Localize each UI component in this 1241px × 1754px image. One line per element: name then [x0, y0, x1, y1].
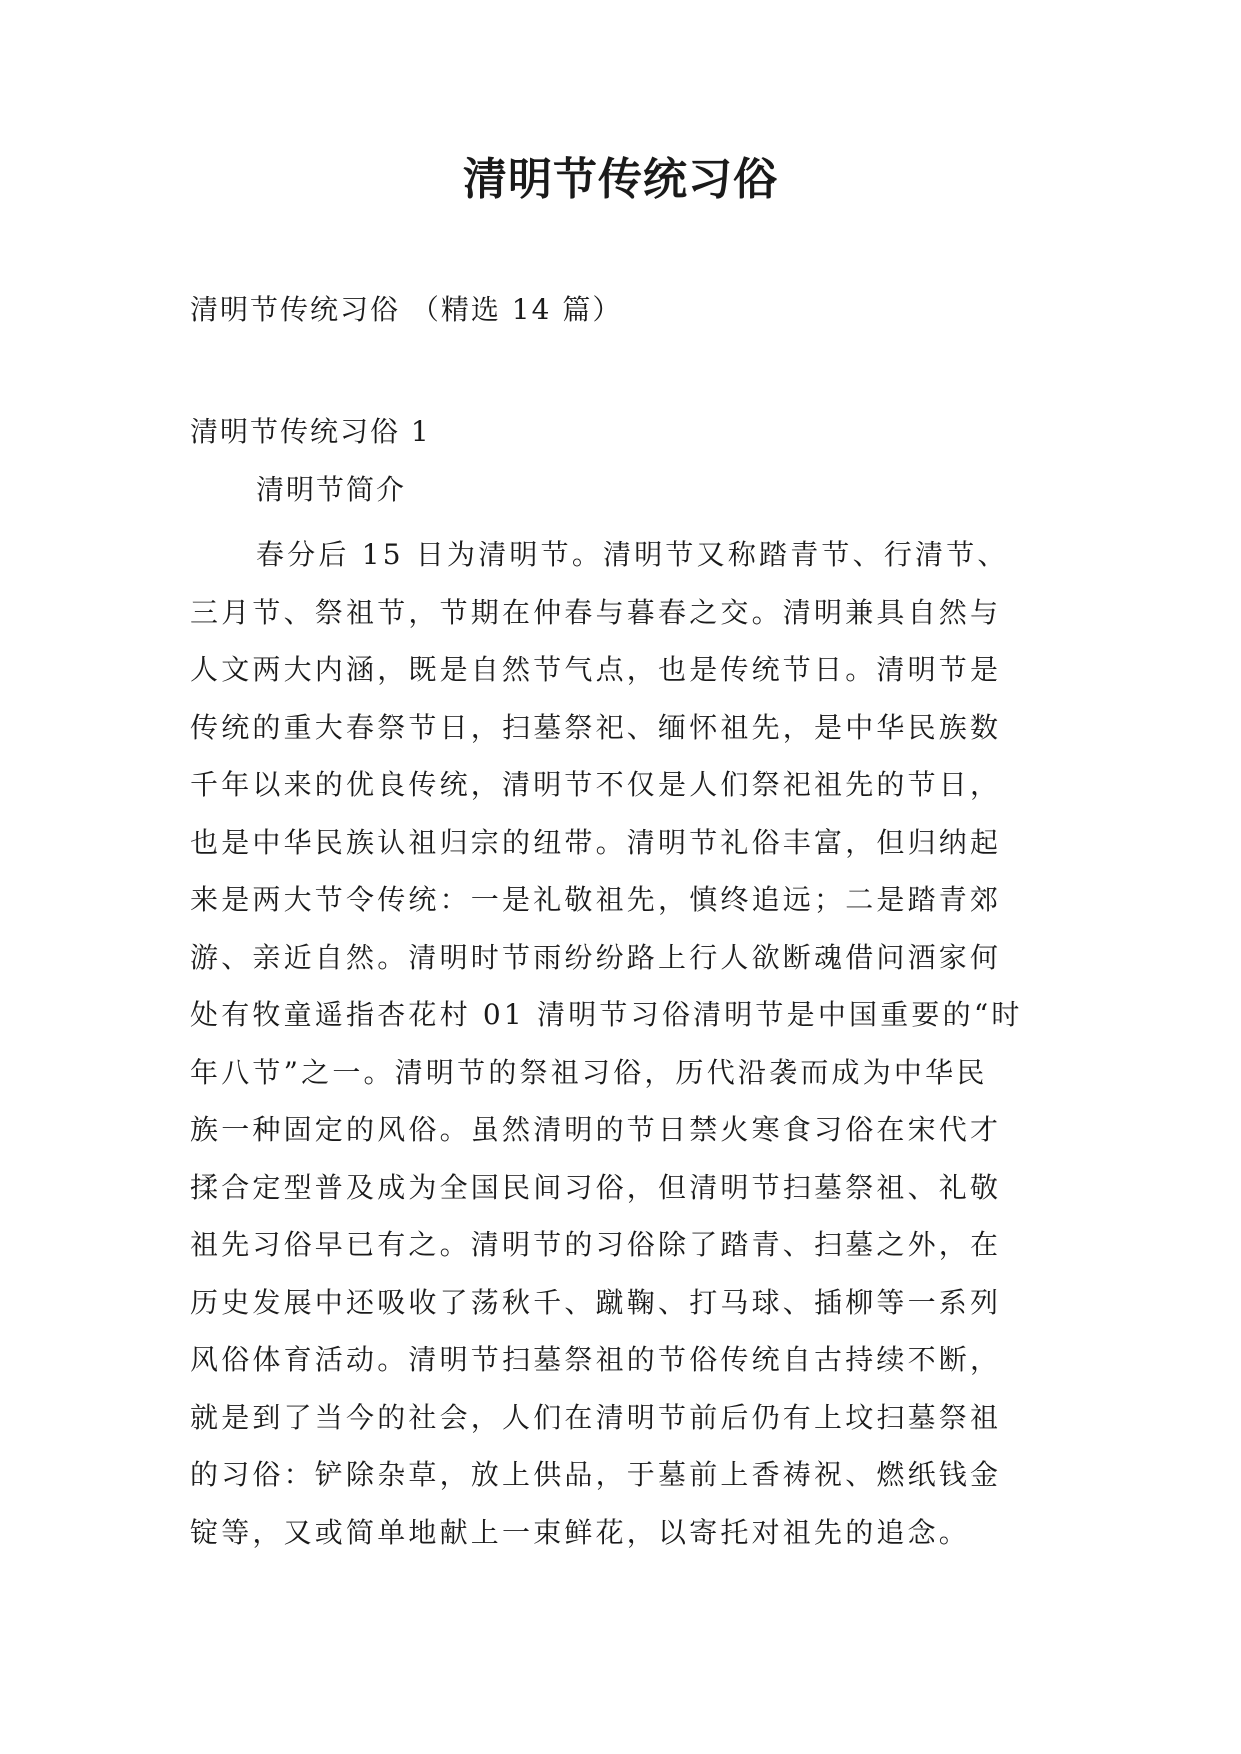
intro-heading: 清明节简介: [256, 473, 407, 506]
body-line: 族一种固定的风俗。虽然清明的节日禁火寒食习俗在宋代才: [190, 1113, 1002, 1146]
body-line: 春分后 15 日为清明节。清明节又称踏青节、行清节、: [256, 538, 1009, 571]
body-line: 就是到了当今的社会，人们在清明节前后仍有上坟扫墓祭祖: [190, 1400, 1002, 1434]
body-line: 三月节、祭祖节，节期在仲春与暮春之交。清明兼具自然与: [190, 595, 1002, 629]
section-heading: 清明节传统习俗 1: [190, 415, 431, 448]
body-paragraph: [190, 526, 1070, 1561]
body-line: 人文两大内涵，既是自然节气点，也是传统节日。清明节是: [190, 653, 1002, 686]
body-line: 历史发展中还吸收了荡秋千、蹴鞠、打马球、插柳等一系列: [190, 1285, 1002, 1319]
body-line: 传统的重大春祭节日，扫墓祭祀、缅怀祖先，是中华民族数: [190, 710, 1002, 744]
body-line: 游、亲近自然。清明时节雨纷纷路上行人欲断魂借问酒家何: [190, 940, 1002, 974]
body-line: 年八节”之一。清明节的祭祖习俗，历代沿袭而成为中华民: [190, 1055, 988, 1089]
body-line: 风俗体育活动。清明节扫墓祭祖的节俗传统自古持续不断，: [190, 1343, 1002, 1376]
document-subtitle: 清明节传统习俗 （精选 14 篇）: [190, 293, 623, 326]
body-line: 的习俗：铲除杂草，放上供品，于墓前上香祷祝、燃纸钱金: [190, 1458, 1002, 1491]
body-line: 祖先习俗早已有之。清明节的习俗除了踏青、扫墓之外，在: [190, 1228, 1002, 1261]
body-line: 处有牧童遥指杏花村 01 清明节习俗清明节是中国重要的“时: [190, 998, 1023, 1031]
body-line: 来是两大节令传统：一是礼敬祖先，慎终追远；二是踏青郊: [190, 883, 1002, 916]
body-line: 也是中华民族认祖归宗的纽带。清明节礼俗丰富，但归纳起: [190, 825, 1002, 859]
body-line: 揉合定型普及成为全国民间习俗，但清明节扫墓祭祖、礼敬: [190, 1170, 1002, 1204]
body-line: 千年以来的优良传统，清明节不仅是人们祭祀祖先的节日，: [190, 768, 1002, 801]
document-title: 清明节传统习俗: [463, 154, 778, 205]
body-line: 锭等，又或简单地献上一束鲜花，以寄托对祖先的追念。: [190, 1515, 971, 1549]
